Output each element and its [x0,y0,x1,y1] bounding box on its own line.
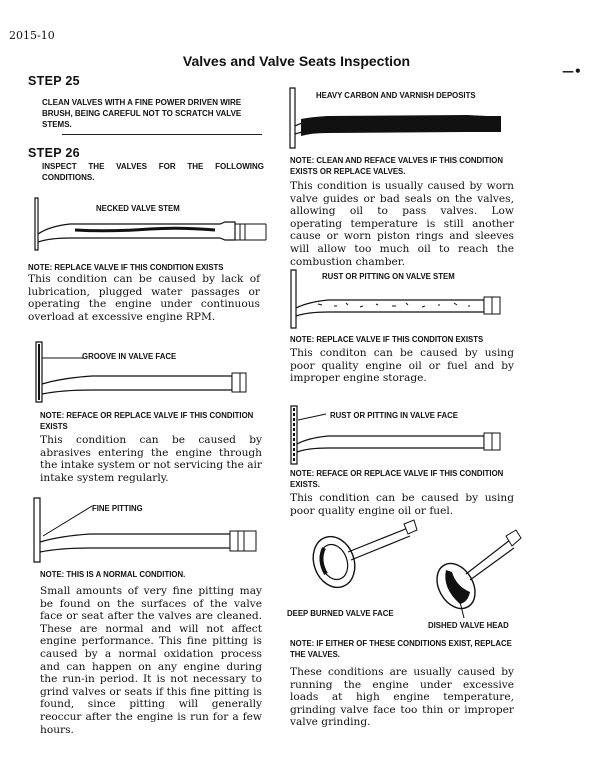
necked-valve-note: NOTE: REPLACE VALVE IF THIS CONDITION EXISTS [28,263,224,272]
rust-face-paragraph: This condition can be caused by using poor quality engine oil or fuel. [290,492,514,517]
step-25-heading: STEP 25 [28,74,80,88]
carbon-deposits-note: NOTE: CLEAN AND REFACE VALVES IF THIS CONDITION EXISTS OR REPLACE VALVES. [290,156,503,176]
burned-dished-paragraph: These conditions are usually caused by running the engine under excessive loads at high engine temperature, grinding valve face too thin or improper valve grinding. [290,666,514,729]
necked-valve-label: NECKED VALVE STEM [96,204,180,213]
page-number: 2015-10 [9,29,55,42]
step-divider [62,134,262,135]
page-title: Valves and Valve Seats Inspection [182,53,411,69]
groove-valve-note: NOTE: REFACE OR REPLACE VALVE IF THIS CONDITION EXISTS [40,411,254,431]
burned-dished-figure [296,522,526,622]
carbon-deposits-label: HEAVY CARBON AND VARNISH DEPOSITS [316,91,476,100]
rust-face-note: NOTE: REFACE OR REPLACE VALVE IF THIS CONDITION EXISTS. [290,469,504,489]
necked-valve-paragraph: This condition can be caused by lack of lubrication, plugged water passages or operating the engine under continuous overload at excessive engine RPM. [28,273,260,323]
burned-dished-note: NOTE: IF EITHER OF THESE CONDITIONS EXIST, REPLACE THE VALVES. [290,639,512,659]
groove-valve-label: GROOVE IN VALVE FACE [82,352,177,361]
fine-pitting-note: NOTE: THIS IS A NORMAL CONDITION. [40,570,186,579]
margin-mark: —• [562,64,582,78]
deep-burned-label: DEEP BURNED VALVE FACE [287,609,394,618]
fine-pitting-figure [30,496,270,566]
groove-valve-figure [32,340,272,406]
rust-stem-paragraph: This conditon can be caused by using poor quality engine oil or fuel and by improper engine storage. [290,347,514,385]
rust-stem-label: RUST OR PITTING ON VALVE STEM [322,272,455,281]
step-26-heading: STEP 26 [28,146,80,160]
step-26-instruction: INSPECT THE VALVES FOR THE FOLLOWING CONDITIONS. [42,162,264,182]
fine-pitting-label: FINE PITTING [92,504,143,513]
groove-valve-paragraph: This condition can be caused by abrasives entering the engine through the intake system or not servicing the air intake system regularly. [40,434,262,484]
rust-stem-note: NOTE: REPLACE VALVE IF THIS CONDITON EXISTS [290,335,484,344]
carbon-deposits-paragraph: This condition is usually caused by worn valve guides or bad seals on the valves, allowing oil to pass valves. Low operating temperature is still another cause or worn piston rings and sleeves will allow too much oil to reach the combustion chamber. [290,180,514,268]
rust-face-label: RUST OR PITTING IN VALVE FACE [330,411,458,420]
step-25-instruction: CLEAN VALVES WITH A FINE POWER DRIVEN WIRE BRUSH, BEING CAREFUL NOT TO SCRATCH VALVE STEMS. [42,98,242,129]
dished-head-label: DISHED VALVE HEAD [428,621,509,630]
fine-pitting-paragraph: Small amounts of very fine pitting may be found on the surfaces of the valve face or seat after the valves are cleaned. These are normal and will not affect engine performance. This fine pitting is caused by a normal oxidation process and can happen on any engine during the run-in period. It is not necessary to grind valves or seats if this fine pitting is found, since pitting will generally reoccur after the engine is run for a few hours. [40,585,262,736]
